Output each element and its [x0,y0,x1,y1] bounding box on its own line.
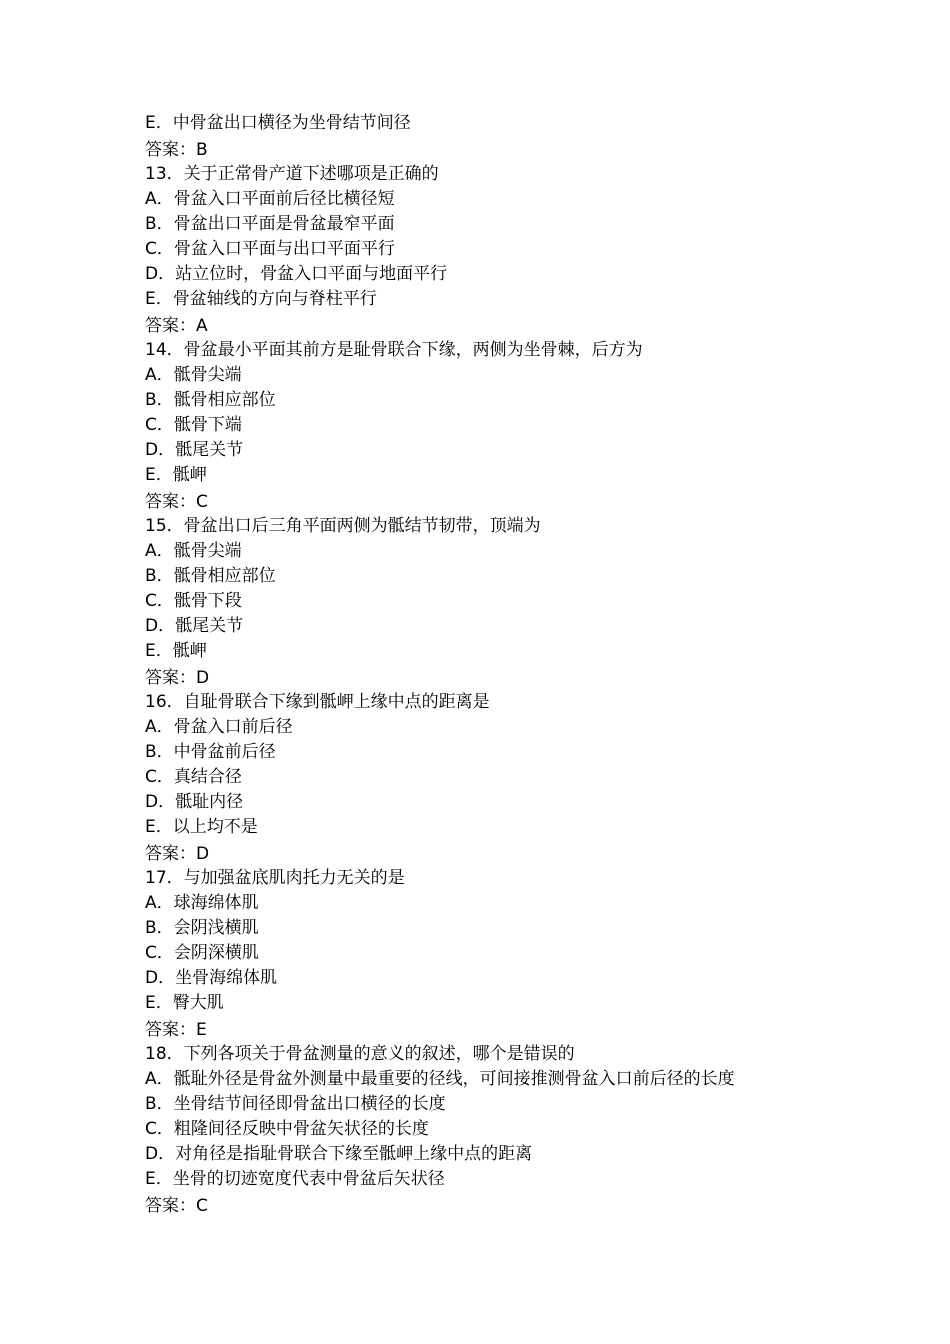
question-block [145,338,925,514]
question-stem: 14．骨盆最小平面其前方是耻骨联合下缘，两侧为坐骨棘，后方为 [145,340,643,360]
answer-line: 答案：A [145,316,208,336]
question-block [145,514,925,690]
answer-line: 答案：C [145,1196,208,1216]
question-stem: 17．与加强盆底肌肉托力无关的是 [145,868,405,888]
option-line: C．骶骨下端 [145,415,242,435]
option-line: E．骨盆轴线的方向与脊柱平行 [145,289,377,309]
option-line: D．对角径是指耻骨联合下缘至骶岬上缘中点的距离 [145,1144,533,1164]
option-line: D．坐骨海绵体肌 [145,968,278,988]
document-body [145,111,925,1218]
question-stem: 16．自耻骨联合下缘到骶岬上缘中点的距离是 [145,692,490,712]
option-line: D．骶尾关节 [145,616,244,636]
option-line: E．骶岬 [145,465,207,485]
option-line: C．会阴深横肌 [145,943,259,963]
option-line: E．骶岬 [145,641,207,661]
option-line: B．骶骨相应部位 [145,566,276,586]
question-stem: 13．关于正常骨产道下述哪项是正确的 [145,164,439,184]
question-block [145,162,925,338]
option-line: D．骶耻内径 [145,792,244,812]
option-line: C．真结合径 [145,767,242,787]
option-line: B．会阴浅横肌 [145,918,259,938]
option-line: D．骶尾关节 [145,440,244,460]
option-line: A．骶耻外径是骨盆外测量中最重要的径线，可间接推测骨盆入口前后径的长度 [145,1069,735,1089]
option-line: C．粗隆间径反映中骨盆矢状径的长度 [145,1119,429,1139]
option-line: E．以上均不是 [145,817,258,837]
option-line: A．骨盆入口前后径 [145,717,293,737]
option-line: A．骨盆入口平面前后径比横径短 [145,189,395,209]
option-line: B．中骨盆前后径 [145,742,276,762]
option-line: E．臀大肌 [145,993,224,1013]
question-stem: 15．骨盆出口后三角平面两侧为骶结节韧带，顶端为 [145,516,541,536]
question-block [145,690,925,866]
option-line: A．骶骨尖端 [145,541,242,561]
option-line: C．骨盆入口平面与出口平面平行 [145,239,395,259]
answer-line: 答案：E [145,1020,207,1040]
option-line: B．骶骨相应部位 [145,390,276,410]
option-line: A．骶骨尖端 [145,365,242,385]
answer-line: 答案：D [145,668,210,688]
answer-line: 答案：B [145,140,208,160]
option-line: B．骨盆出口平面是骨盆最窄平面 [145,214,395,234]
question-block [145,1042,925,1218]
answer-line: 答案：C [145,492,208,512]
option-line: A．球海绵体肌 [145,893,259,913]
answer-line: 答案：D [145,844,210,864]
option-line: D．站立位时，骨盆入口平面与地面平行 [145,264,448,284]
question-block [145,866,925,1042]
question-stem: 18．下列各项关于骨盆测量的意义的叙述，哪个是错误的 [145,1044,575,1064]
option-line: C．骶骨下段 [145,591,242,611]
option-line: E．中骨盆出口横径为坐骨结节间径 [145,113,411,133]
option-line: B．坐骨结节间径即骨盆出口横径的长度 [145,1094,446,1114]
option-line: E．坐骨的切迹宽度代表中骨盆后矢状径 [145,1169,445,1189]
